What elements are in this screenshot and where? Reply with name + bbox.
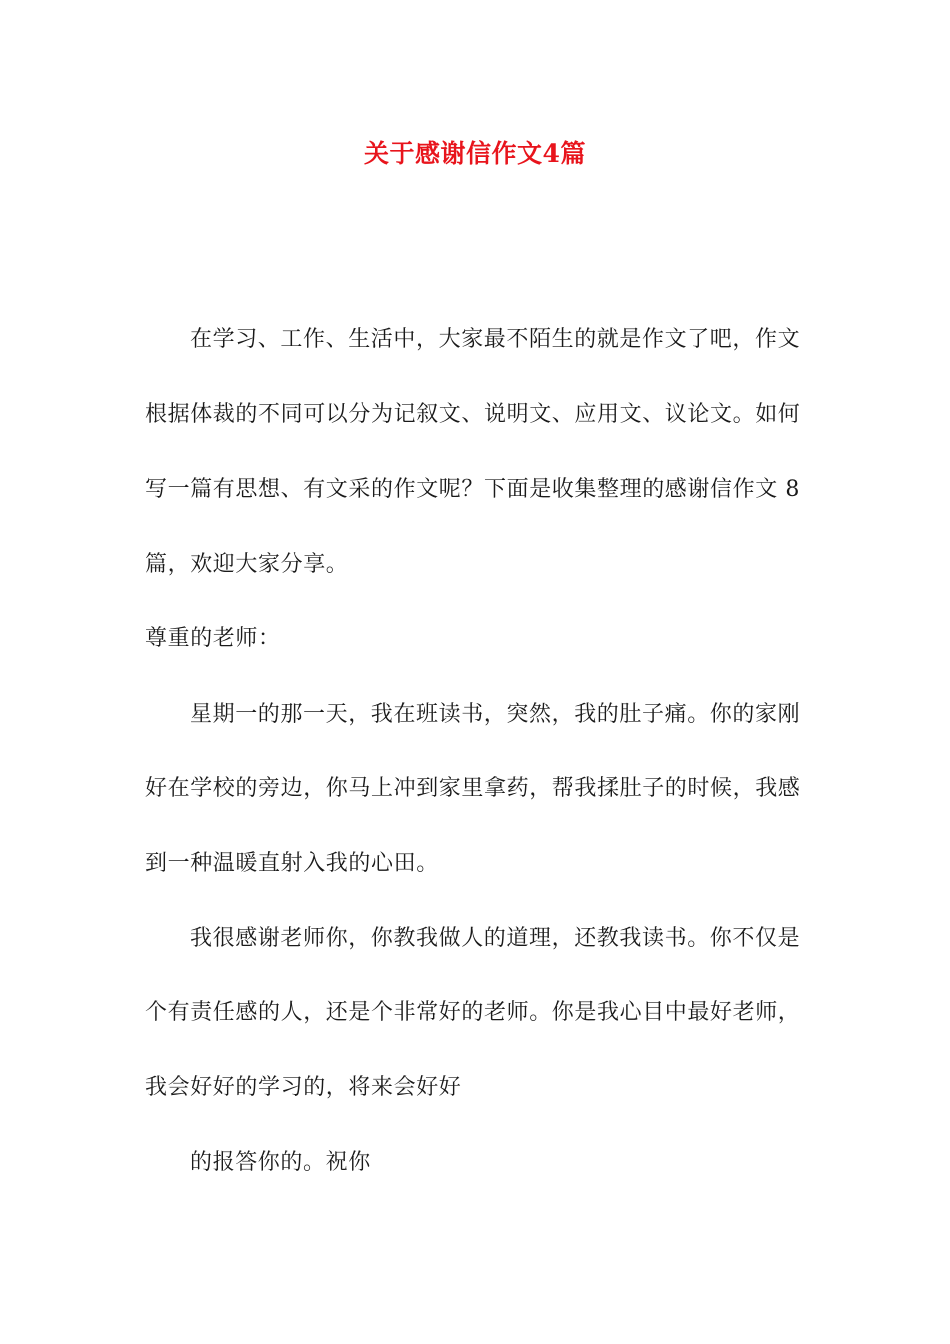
paragraph-line: 好在学校的旁边，你马上冲到家里拿药，帮我揉肚子的时候，我感 — [145, 776, 801, 801]
paragraph-line: 我很感谢老师你，你教我做人的道理，还教我读书。你不仅是 — [190, 926, 801, 951]
paragraph-line: 写一篇有思想、有文采的作文呢？下面是收集整理的感谢信作文 8 — [145, 477, 800, 502]
paragraph-line: 个有责任感的人，还是个非常好的老师。你是我心目中最好老师， — [145, 1000, 801, 1025]
paragraph-line: 在学习、工作、生活中，大家最不陌生的就是作文了吧，作文 — [190, 327, 801, 352]
paragraph-line: 我会好好的学习的，将来会好好 — [145, 1075, 462, 1100]
salutation: 尊重的老师： — [145, 626, 281, 651]
paragraph-line: 星期一的那一天，我在班读书，突然，我的肚子痛。你的家刚 — [190, 702, 801, 727]
paragraph-line: 根据体裁的不同可以分为记叙文、说明文、应用文、议论文。如何 — [145, 402, 801, 427]
paragraph-line: 的报答你的。祝你 — [190, 1150, 371, 1175]
paragraph-line: 到一种温暖直射入我的心田。 — [145, 851, 439, 876]
document-title: 关于感谢信作文4篇 — [364, 139, 586, 168]
paragraph-line: 篇，欢迎大家分享。 — [145, 552, 349, 577]
